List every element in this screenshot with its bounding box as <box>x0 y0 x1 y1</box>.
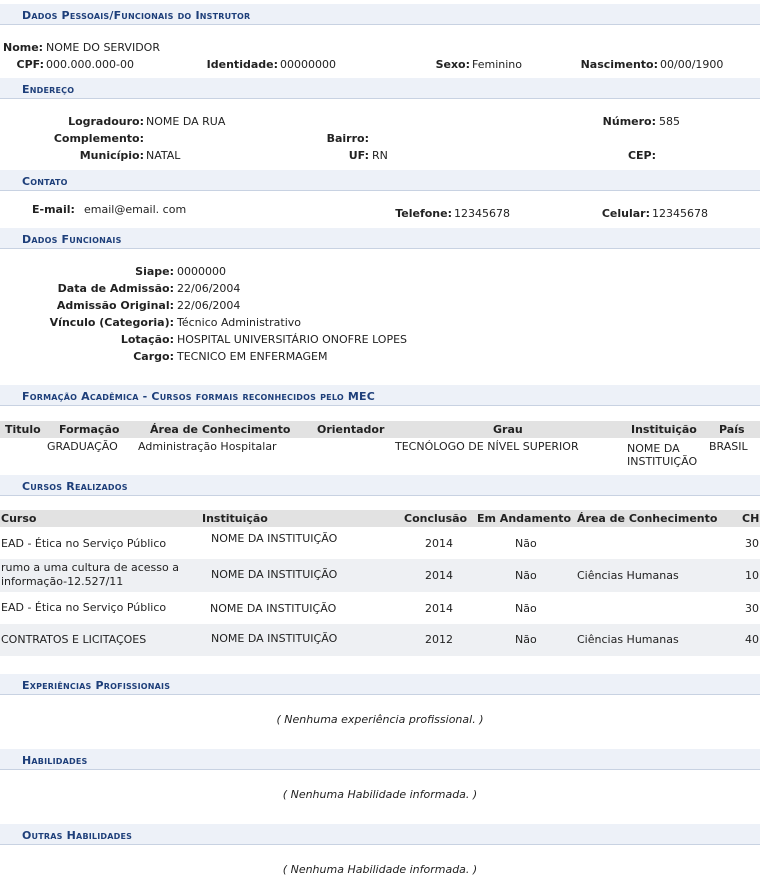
uf-label: UF: <box>348 149 369 162</box>
identidade-label: Identidade: <box>206 58 278 71</box>
cell-andamento: Não <box>515 537 537 550</box>
bairro-label: Bairro: <box>326 132 369 145</box>
cell-conclusao: 2014 <box>425 602 453 615</box>
section-header-outras-habilidades <box>0 824 760 845</box>
table-row <box>0 527 760 559</box>
section-header-cursos-realizados <box>0 475 760 496</box>
cell-conclusao: 2014 <box>425 537 453 550</box>
col-area: Área de Conhecimento <box>150 423 291 436</box>
cell-pais: BRASIL <box>709 440 748 453</box>
cell-area: Ciências Humanas <box>577 633 679 646</box>
empty-habilidades-message: ( Nenhuma Habilidade informada. ) <box>282 788 478 801</box>
table-row <box>0 559 760 592</box>
cell-ch: 30 <box>745 537 759 550</box>
cell-ch: 10 <box>745 569 759 582</box>
cursos-table-header <box>0 510 760 527</box>
cell-andamento: Não <box>515 633 537 646</box>
section-title: Outras Habilidades <box>22 829 133 842</box>
cell-instituicao-line1: NOME DA <box>627 442 680 455</box>
nome-label: Nome: <box>3 41 44 54</box>
cell-conclusao: 2012 <box>425 633 453 646</box>
cell-instituicao: NOME DA INSTITUIÇÃO <box>211 632 338 645</box>
col-titulo: Titulo <box>5 423 41 436</box>
section-header-experiencias <box>0 674 760 695</box>
col-pais: País <box>719 423 745 436</box>
cargo-value: TECNICO EM ENFERMAGEM <box>177 350 328 363</box>
logradouro-value: NOME DA RUA <box>146 115 226 128</box>
cell-andamento: Não <box>515 569 537 582</box>
siape-label: Siape: <box>135 265 174 278</box>
cell-area: Administração Hospitalar <box>138 440 277 453</box>
siape-value: 0000000 <box>177 265 226 278</box>
sexo-value: Feminino <box>472 58 522 71</box>
logradouro-label: Logradouro: <box>68 115 144 128</box>
section-header-dados-pessoais <box>0 4 760 25</box>
table-row <box>0 438 760 470</box>
section-title: Formação Acadêmica - Cursos formais reconhecidos pelo MEC <box>22 390 375 403</box>
cell-instituicao: NOME DA INSTITUIÇÃO <box>211 532 338 545</box>
celular-value: 12345678 <box>652 207 708 220</box>
col-orientador: Orientador <box>317 423 385 436</box>
col-curso: Curso <box>1 512 37 525</box>
complemento-label: Complemento: <box>53 132 144 145</box>
data-admissao-value: 22/06/2004 <box>177 282 241 295</box>
admissao-original-value: 22/06/2004 <box>177 299 241 312</box>
cep-label: CEP: <box>627 149 656 162</box>
section-header-contato <box>0 170 760 191</box>
lotacao-label: Lotação: <box>120 333 174 346</box>
cell-grau: TECNÓLOGO DE NÍVEL SUPERIOR <box>395 440 579 453</box>
cpf-value: 000.000.000-00 <box>46 58 134 71</box>
uf-value: RN <box>372 149 388 162</box>
section-title: Experiências Profissionais <box>22 679 171 692</box>
cell-formacao: GRADUAÇÃO <box>47 440 118 453</box>
cell-ch: 40 <box>745 633 759 646</box>
cell-curso: EAD - Ética no Serviço Público <box>1 537 167 550</box>
section-title: Cursos Realizados <box>22 480 128 493</box>
section-title: Endereço <box>22 83 75 96</box>
cell-instituicao: NOME DA INSTITUIÇÃO <box>210 602 337 615</box>
nascimento-label: Nascimento: <box>580 58 658 71</box>
cell-curso: CONTRATOS E LICITAÇOES <box>1 633 147 646</box>
col-instituicao: Instituição <box>631 423 697 436</box>
sexo-label: Sexo: <box>435 58 470 71</box>
section-title: Contato <box>22 175 68 188</box>
table-row <box>0 592 760 624</box>
data-admissao-label: Data de Admissão: <box>57 282 174 295</box>
section-header-formacao-academica <box>0 385 760 406</box>
nascimento-value: 00/00/1900 <box>660 58 724 71</box>
cell-instituicao-line2: INSTITUIÇÃO <box>627 455 698 468</box>
col-formacao: Formação <box>59 423 120 436</box>
empty-outras-habilidades-message: ( Nenhuma Habilidade informada. ) <box>282 863 478 876</box>
celular-label: Celular: <box>601 207 650 220</box>
section-header-dados-funcionais <box>0 228 760 249</box>
cell-area: Ciências Humanas <box>577 569 679 582</box>
email-label: E-mail: <box>32 203 75 216</box>
cell-curso-line2: informação-12.527/11 <box>1 575 124 588</box>
numero-label: Número: <box>602 115 656 128</box>
section-header-habilidades <box>0 749 760 770</box>
cell-curso-line1: rumo a uma cultura de acesso a <box>1 561 179 574</box>
table-row <box>0 624 760 656</box>
section-title: Dados Pessoais/Funcionais do Instrutor <box>22 9 251 22</box>
cell-ch: 30 <box>745 602 759 615</box>
lotacao-value: HOSPITAL UNIVERSITÁRIO ONOFRE LOPES <box>177 333 408 346</box>
identidade-value: 00000000 <box>280 58 336 71</box>
numero-value: 585 <box>659 115 680 128</box>
col-ch: CH <box>742 512 760 525</box>
section-title: Dados Funcionais <box>22 233 122 246</box>
section-header-endereco <box>0 78 760 99</box>
col-instituicao: Instituição <box>202 512 268 525</box>
formacao-table-header <box>0 421 760 438</box>
col-conclusao: Conclusão <box>404 512 468 525</box>
vinculo-label: Vínculo (Categoria): <box>49 316 174 329</box>
col-area-conhecimento: Área de Conhecimento <box>577 512 718 525</box>
nome-value: NOME DO SERVIDOR <box>46 41 160 54</box>
municipio-value: NATAL <box>146 149 181 162</box>
cell-andamento: Não <box>515 602 537 615</box>
cell-conclusao: 2014 <box>425 569 453 582</box>
cpf-label: CPF: <box>16 58 44 71</box>
section-title: Habilidades <box>22 754 88 767</box>
telefone-value: 12345678 <box>454 207 510 220</box>
cargo-label: Cargo: <box>133 350 174 363</box>
admissao-original-label: Admissão Original: <box>56 299 174 312</box>
telefone-label: Telefone: <box>395 207 452 220</box>
empty-experiencias-message: ( Nenhuma experiência profissional. ) <box>276 713 484 726</box>
cell-curso: EAD - Ética no Serviço Público <box>1 601 167 614</box>
col-em-andamento: Em Andamento <box>477 512 572 525</box>
vinculo-value: Técnico Administrativo <box>177 316 301 329</box>
col-grau: Grau <box>493 423 523 436</box>
municipio-label: Município: <box>79 149 144 162</box>
cell-instituicao: NOME DA INSTITUIÇÃO <box>211 568 338 581</box>
email-value: email@email. com <box>84 203 187 216</box>
